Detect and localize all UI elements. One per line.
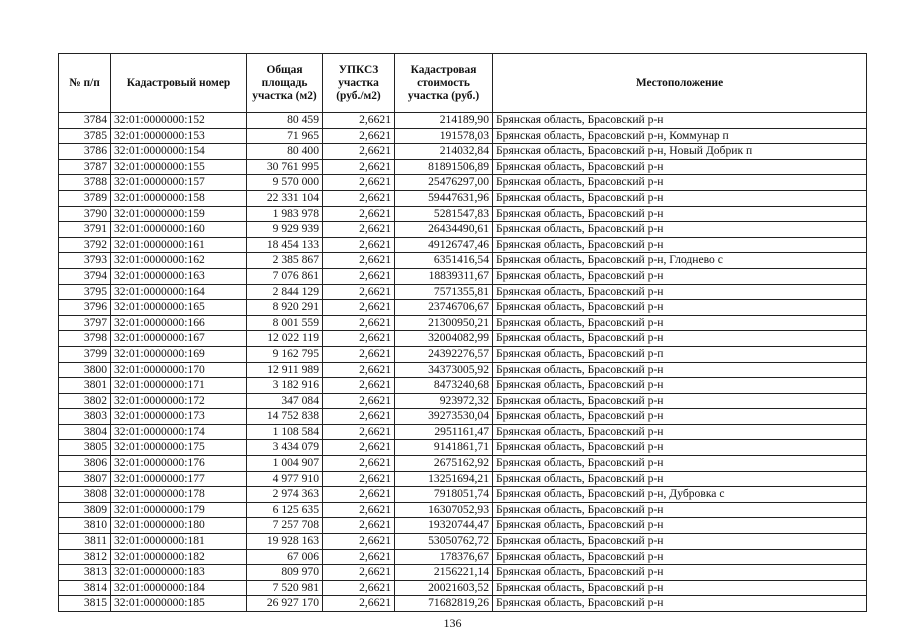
location: Брянская область, Брасовский р-н (493, 502, 867, 518)
location: Брянская область, Брасовский р-н (493, 284, 867, 300)
upksz-value: 2,6621 (323, 362, 395, 378)
area-value: 80 400 (247, 144, 323, 160)
cadastral-cost: 191578,03 (395, 128, 493, 144)
area-value: 12 911 989 (247, 362, 323, 378)
row-number: 3815 (59, 596, 111, 612)
cadastral-cost: 24392276,57 (395, 346, 493, 362)
table-row (59, 409, 867, 425)
location: Брянская область, Брасовский р-н (493, 113, 867, 129)
upksz-value: 2,6621 (323, 128, 395, 144)
row-number: 3789 (59, 190, 111, 206)
row-number: 3796 (59, 300, 111, 316)
row-number: 3795 (59, 284, 111, 300)
table-header-row (59, 54, 867, 113)
area-value: 4 977 910 (247, 471, 323, 487)
location: Брянская область, Брасовский р-н (493, 596, 867, 612)
cadastral-cost: 178376,67 (395, 549, 493, 565)
table-row (59, 502, 867, 518)
upksz-value: 2,6621 (323, 159, 395, 175)
row-number: 3784 (59, 113, 111, 129)
location: Брянская область, Брасовский р-н (493, 456, 867, 472)
location: Брянская область, Брасовский р-н (493, 440, 867, 456)
area-value: 2 974 363 (247, 487, 323, 503)
table-row (59, 378, 867, 394)
cadastral-number: 32:01:0000000:162 (111, 253, 247, 269)
upksz-value: 2,6621 (323, 346, 395, 362)
table-row (59, 268, 867, 284)
table-row (59, 534, 867, 550)
area-value: 9 929 939 (247, 222, 323, 238)
area-value: 22 331 104 (247, 190, 323, 206)
area-value: 3 182 916 (247, 378, 323, 394)
cadastral-number: 32:01:0000000:177 (111, 471, 247, 487)
upksz-value: 2,6621 (323, 206, 395, 222)
upksz-value: 2,6621 (323, 409, 395, 425)
area-value: 347 084 (247, 393, 323, 409)
cadastral-cost: 26434490,61 (395, 222, 493, 238)
row-number: 3804 (59, 424, 111, 440)
cadastral-cost: 59447631,96 (395, 190, 493, 206)
row-number: 3810 (59, 518, 111, 534)
cadastral-number: 32:01:0000000:169 (111, 346, 247, 362)
location: Брянская область, Брасовский р-н (493, 518, 867, 534)
row-number: 3798 (59, 331, 111, 347)
row-number: 3797 (59, 315, 111, 331)
header-num: № п/п (59, 54, 111, 113)
area-value: 7 076 861 (247, 268, 323, 284)
table-row (59, 424, 867, 440)
cadastral-number: 32:01:0000000:167 (111, 331, 247, 347)
cadastral-number: 32:01:0000000:179 (111, 502, 247, 518)
header-cadastral-cost: Кадастровая стоимость участка (руб.) (395, 54, 493, 113)
cadastral-number: 32:01:0000000:174 (111, 424, 247, 440)
area-value: 6 125 635 (247, 502, 323, 518)
row-number: 3800 (59, 362, 111, 378)
table-row (59, 518, 867, 534)
area-value: 1 004 907 (247, 456, 323, 472)
upksz-value: 2,6621 (323, 424, 395, 440)
row-number: 3793 (59, 253, 111, 269)
row-number: 3788 (59, 175, 111, 191)
row-number: 3814 (59, 580, 111, 596)
area-value: 9 162 795 (247, 346, 323, 362)
cadastral-number: 32:01:0000000:185 (111, 596, 247, 612)
location: Брянская область, Брасовский р-н (493, 331, 867, 347)
cadastral-number: 32:01:0000000:155 (111, 159, 247, 175)
header-area: Общая площадь участка (м2) (247, 54, 323, 113)
area-value: 809 970 (247, 565, 323, 581)
upksz-value: 2,6621 (323, 300, 395, 316)
area-value: 67 006 (247, 549, 323, 565)
upksz-value: 2,6621 (323, 440, 395, 456)
header-location: Местоположение (493, 54, 867, 113)
cadastral-cost: 49126747,46 (395, 237, 493, 253)
area-value: 80 459 (247, 113, 323, 129)
area-value: 8 001 559 (247, 315, 323, 331)
cadastral-number: 32:01:0000000:154 (111, 144, 247, 160)
location: Брянская область, Брасовский р-н, Дубровка с (493, 487, 867, 503)
cadastral-cost: 5281547,83 (395, 206, 493, 222)
cadastral-cost: 6351416,54 (395, 253, 493, 269)
upksz-value: 2,6621 (323, 549, 395, 565)
header-cadastral-number: Кадастровый номер (111, 54, 247, 113)
location: Брянская область, Брасовский р-н (493, 580, 867, 596)
table-row (59, 206, 867, 222)
location: Брянская область, Брасовский р-н (493, 237, 867, 253)
location: Брянская область, Брасовский р-н (493, 424, 867, 440)
upksz-value: 2,6621 (323, 471, 395, 487)
upksz-value: 2,6621 (323, 190, 395, 206)
upksz-value: 2,6621 (323, 144, 395, 160)
cadastral-cost: 25476297,00 (395, 175, 493, 191)
location: Брянская область, Брасовский р-н (493, 549, 867, 565)
cadastral-cost: 214032,84 (395, 144, 493, 160)
row-number: 3792 (59, 237, 111, 253)
table-row (59, 237, 867, 253)
table-row (59, 190, 867, 206)
location: Брянская область, Брасовский р-п (493, 346, 867, 362)
upksz-value: 2,6621 (323, 502, 395, 518)
area-value: 7 520 981 (247, 580, 323, 596)
row-number: 3801 (59, 378, 111, 394)
cadastral-number: 32:01:0000000:171 (111, 378, 247, 394)
row-number: 3812 (59, 549, 111, 565)
table-row (59, 393, 867, 409)
location: Брянская область, Брасовский р-н (493, 175, 867, 191)
area-value: 71 965 (247, 128, 323, 144)
cadastral-cost: 7918051,74 (395, 487, 493, 503)
cadastral-cost: 34373005,92 (395, 362, 493, 378)
area-value: 1 108 584 (247, 424, 323, 440)
cadastral-cost: 8473240,68 (395, 378, 493, 394)
location: Брянская область, Брасовский р-н, Новый Добрик п (493, 144, 867, 160)
table-row (59, 300, 867, 316)
table-row (59, 175, 867, 191)
area-value: 2 385 867 (247, 253, 323, 269)
area-value: 8 920 291 (247, 300, 323, 316)
cadastral-number: 32:01:0000000:166 (111, 315, 247, 331)
row-number: 3806 (59, 456, 111, 472)
row-number: 3808 (59, 487, 111, 503)
cadastral-number: 32:01:0000000:164 (111, 284, 247, 300)
table-row (59, 440, 867, 456)
row-number: 3803 (59, 409, 111, 425)
upksz-value: 2,6621 (323, 284, 395, 300)
location: Брянская область, Брасовский р-н, Глоднево с (493, 253, 867, 269)
cadastral-cost: 53050762,72 (395, 534, 493, 550)
table-row (59, 549, 867, 565)
row-number: 3807 (59, 471, 111, 487)
cadastral-number: 32:01:0000000:158 (111, 190, 247, 206)
location: Брянская область, Брасовский р-н (493, 534, 867, 550)
table-row (59, 456, 867, 472)
cadastral-number: 32:01:0000000:170 (111, 362, 247, 378)
row-number: 3794 (59, 268, 111, 284)
upksz-value: 2,6621 (323, 518, 395, 534)
upksz-value: 2,6621 (323, 175, 395, 191)
cadastral-cost: 23746706,67 (395, 300, 493, 316)
location: Брянская область, Брасовский р-н (493, 222, 867, 238)
row-number: 3790 (59, 206, 111, 222)
upksz-value: 2,6621 (323, 253, 395, 269)
area-value: 2 844 129 (247, 284, 323, 300)
area-value: 7 257 708 (247, 518, 323, 534)
cadastral-cost: 39273530,04 (395, 409, 493, 425)
cadastral-cost: 2156221,14 (395, 565, 493, 581)
location: Брянская область, Брасовский р-н (493, 471, 867, 487)
cadastral-cost: 71682819,26 (395, 596, 493, 612)
header-upksz: УПКСЗ участка (руб./м2) (323, 54, 395, 113)
cadastral-number: 32:01:0000000:176 (111, 456, 247, 472)
cadastral-number: 32:01:0000000:153 (111, 128, 247, 144)
row-number: 3811 (59, 534, 111, 550)
cadastral-table (58, 53, 867, 612)
area-value: 3 434 079 (247, 440, 323, 456)
area-value: 26 927 170 (247, 596, 323, 612)
cadastral-number: 32:01:0000000:183 (111, 565, 247, 581)
location: Брянская область, Брасовский р-н (493, 159, 867, 175)
upksz-value: 2,6621 (323, 315, 395, 331)
cadastral-cost: 32004082,99 (395, 331, 493, 347)
table-row (59, 315, 867, 331)
location: Брянская область, Брасовский р-н (493, 300, 867, 316)
table-row (59, 113, 867, 129)
upksz-value: 2,6621 (323, 113, 395, 129)
cadastral-number: 32:01:0000000:157 (111, 175, 247, 191)
location: Брянская область, Брасовский р-н, Коммунар п (493, 128, 867, 144)
location: Брянская область, Брасовский р-н (493, 268, 867, 284)
cadastral-cost: 214189,90 (395, 113, 493, 129)
cadastral-cost: 13251694,21 (395, 471, 493, 487)
row-number: 3809 (59, 502, 111, 518)
row-number: 3786 (59, 144, 111, 160)
upksz-value: 2,6621 (323, 378, 395, 394)
location: Брянская область, Брасовский р-н (493, 378, 867, 394)
table-row (59, 331, 867, 347)
cadastral-cost: 18839311,67 (395, 268, 493, 284)
location: Брянская область, Брасовский р-н (493, 409, 867, 425)
location: Брянская область, Брасовский р-н (493, 206, 867, 222)
location: Брянская область, Брасовский р-н (493, 190, 867, 206)
table-row (59, 346, 867, 362)
upksz-value: 2,6621 (323, 237, 395, 253)
page-number: 136 (443, 616, 462, 630)
table-row (59, 159, 867, 175)
table-row (59, 580, 867, 596)
cadastral-cost: 81891506,89 (395, 159, 493, 175)
table-row (59, 362, 867, 378)
cadastral-number: 32:01:0000000:173 (111, 409, 247, 425)
upksz-value: 2,6621 (323, 487, 395, 503)
table-row (59, 565, 867, 581)
row-number: 3813 (59, 565, 111, 581)
cadastral-number: 32:01:0000000:165 (111, 300, 247, 316)
upksz-value: 2,6621 (323, 565, 395, 581)
area-value: 9 570 000 (247, 175, 323, 191)
table-row (59, 144, 867, 160)
cadastral-number: 32:01:0000000:161 (111, 237, 247, 253)
cadastral-number: 32:01:0000000:184 (111, 580, 247, 596)
area-value: 1 983 978 (247, 206, 323, 222)
cadastral-number: 32:01:0000000:182 (111, 549, 247, 565)
cadastral-number: 32:01:0000000:178 (111, 487, 247, 503)
upksz-value: 2,6621 (323, 268, 395, 284)
cadastral-cost: 2675162,92 (395, 456, 493, 472)
location: Брянская область, Брасовский р-н (493, 315, 867, 331)
area-value: 19 928 163 (247, 534, 323, 550)
table-row (59, 284, 867, 300)
cadastral-number: 32:01:0000000:175 (111, 440, 247, 456)
cadastral-cost: 9141861,71 (395, 440, 493, 456)
area-value: 12 022 119 (247, 331, 323, 347)
upksz-value: 2,6621 (323, 456, 395, 472)
upksz-value: 2,6621 (323, 580, 395, 596)
upksz-value: 2,6621 (323, 534, 395, 550)
row-number: 3805 (59, 440, 111, 456)
upksz-value: 2,6621 (323, 222, 395, 238)
cadastral-number: 32:01:0000000:152 (111, 113, 247, 129)
table-row (59, 253, 867, 269)
row-number: 3802 (59, 393, 111, 409)
table-row (59, 596, 867, 612)
cadastral-cost: 16307052,93 (395, 502, 493, 518)
area-value: 14 752 838 (247, 409, 323, 425)
cadastral-number: 32:01:0000000:159 (111, 206, 247, 222)
cadastral-number: 32:01:0000000:160 (111, 222, 247, 238)
cadastral-cost: 7571355,81 (395, 284, 493, 300)
area-value: 18 454 133 (247, 237, 323, 253)
location: Брянская область, Брасовский р-н (493, 393, 867, 409)
cadastral-number: 32:01:0000000:172 (111, 393, 247, 409)
row-number: 3787 (59, 159, 111, 175)
area-value: 30 761 995 (247, 159, 323, 175)
table-row (59, 487, 867, 503)
row-number: 3799 (59, 346, 111, 362)
cadastral-cost: 923972,32 (395, 393, 493, 409)
cadastral-number: 32:01:0000000:180 (111, 518, 247, 534)
upksz-value: 2,6621 (323, 331, 395, 347)
row-number: 3785 (59, 128, 111, 144)
table-row (59, 222, 867, 238)
upksz-value: 2,6621 (323, 393, 395, 409)
cadastral-cost: 21300950,21 (395, 315, 493, 331)
table-row (59, 128, 867, 144)
upksz-value: 2,6621 (323, 596, 395, 612)
location: Брянская область, Брасовский р-н (493, 362, 867, 378)
location: Брянская область, Брасовский р-н (493, 565, 867, 581)
cadastral-number: 32:01:0000000:163 (111, 268, 247, 284)
cadastral-cost: 2951161,47 (395, 424, 493, 440)
cadastral-number: 32:01:0000000:181 (111, 534, 247, 550)
cadastral-cost: 20021603,52 (395, 580, 493, 596)
row-number: 3791 (59, 222, 111, 238)
cadastral-cost: 19320744,47 (395, 518, 493, 534)
table-row (59, 471, 867, 487)
